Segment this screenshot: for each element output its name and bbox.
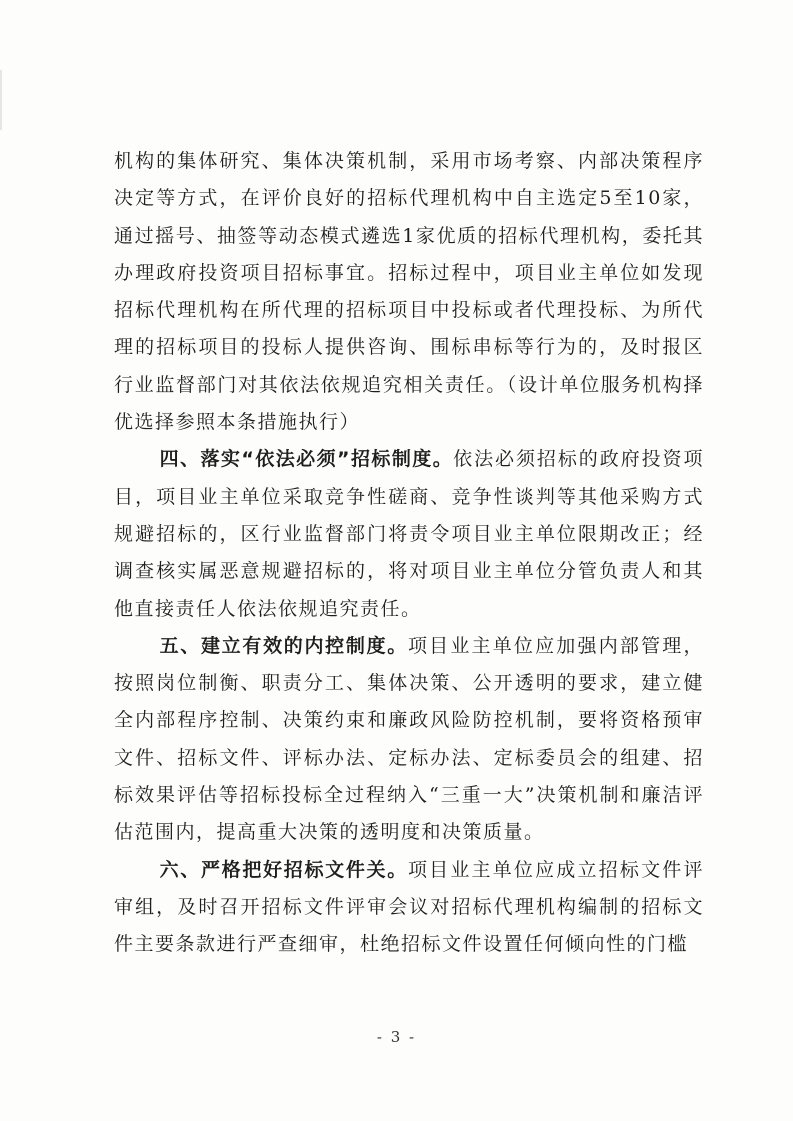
paragraph-text: 项目业主单位应加强内部管理，按照岗位制衡、职责分工、集体决策、公开透明的要求，建立健全内部程序控制、决策约束和廉政风险防控机制，要将资格预审文件、招标文件、评标办法、定标办法、定标委员会的组建、招标效果评估等招标投标全过程纳入“三重一大”决策机制和廉洁评估范围内，提高重大决策的透明度和决策质量。 — [114, 634, 704, 844]
section-heading: 四、落实“依法必须”招标制度。 — [159, 448, 454, 471]
scan-edge-mark — [0, 70, 2, 130]
paragraph-section-4 — [114, 441, 704, 627]
paragraph-text: 机构的集体研究、集体决策机制，采用市场考察、内部决策程序决定等方式，在评价良好的招标代理机构中自主选定5至10家，通过摇号、抽签等动态模式遴选1家优质的招标代理机构，委托其办理政府投资项目招标事宜。招标过程中，项目业主单位如发现招标代理机构在所代理的招标项目中投标或者代理投标、为所代理的招标项目的投标人提供咨询、围标串标等行为的，及时报区行业监督部门对其依法依规追究相关责任。（设计单位服务机构择优选择参照本条措施执行） — [114, 150, 704, 434]
paragraph-continuation — [114, 143, 704, 441]
page-number: - 3 - — [376, 1028, 417, 1046]
paragraph-section-6 — [114, 852, 704, 964]
paragraph-text: 项目业主单位应成立招标文件评审组，及时召开招标文件评审会议对招标代理机构编制的招标文件主要条款进行严查细审，杜绝招标文件设置任何倾向性的门槛 — [114, 858, 704, 956]
section-heading: 六、严格把好招标文件关。 — [159, 858, 408, 881]
section-heading: 五、建立有效的内控制度。 — [159, 634, 408, 657]
paragraph-section-5 — [114, 628, 704, 852]
document-body — [114, 143, 704, 964]
paragraph-text: 依法必须招标的政府投资项目，项目业主单位采取竞争性磋商、竞争性谈判等其他采购方式规避招标的，区行业监督部门将责令项目业主单位限期改正；经调查核实属恶意规避招标的，将对项目业主单位分管负责人和其他直接责任人依法依规追究责任。 — [114, 448, 704, 620]
